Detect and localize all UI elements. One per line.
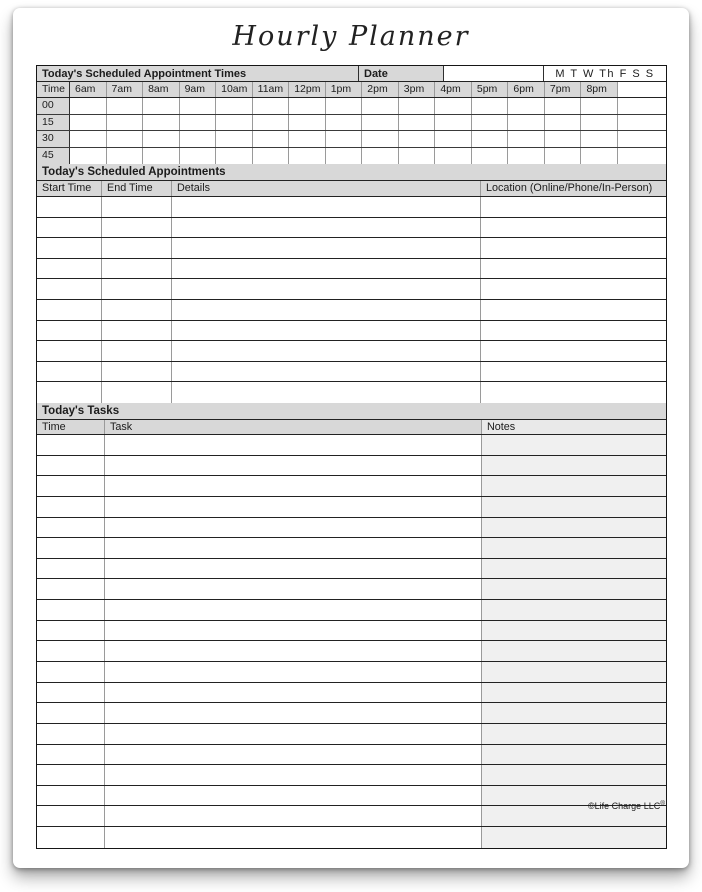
- time-slot-grid: [37, 98, 666, 164]
- task-time-cell: [37, 621, 105, 641]
- hour-header-12pm: 12pm: [289, 82, 326, 97]
- time-slot-cell: [70, 98, 107, 114]
- tasks-header-row: [37, 420, 666, 435]
- task-row: [37, 683, 666, 704]
- appointment-start-time-cell: [37, 197, 102, 217]
- minute-row-00: [37, 98, 666, 115]
- time-slot-cell: [545, 148, 582, 165]
- col-header-start-time: Start Time: [37, 181, 102, 196]
- task-description-cell: [105, 497, 482, 517]
- appointment-row: [37, 259, 666, 280]
- appointment-start-time-cell: [37, 362, 102, 382]
- time-slot-cell: [326, 115, 363, 131]
- appointment-row: [37, 321, 666, 342]
- task-description-cell: [105, 827, 482, 848]
- col-header-location: Location (Online/Phone/In-Person): [481, 181, 666, 196]
- task-time-cell: [37, 827, 105, 848]
- copyright-footer: [588, 800, 665, 811]
- time-slot-cell: [107, 115, 144, 131]
- appointment-location-cell: [481, 238, 666, 258]
- task-row: [37, 456, 666, 477]
- hour-header-2pm: 2pm: [362, 82, 399, 97]
- appointment-location-cell: [481, 197, 666, 217]
- time-slot-cell: [508, 148, 545, 165]
- time-slot-cell: [216, 131, 253, 147]
- task-time-cell: [37, 435, 105, 455]
- time-slot-cell: [472, 98, 509, 114]
- time-slot-cell: [180, 148, 217, 165]
- hour-header-11am: 11am: [253, 82, 290, 97]
- appointment-end-time-cell: [102, 259, 172, 279]
- time-slot-cell: [399, 98, 436, 114]
- task-notes-cell: [482, 703, 666, 723]
- minute-label-00: 00: [37, 98, 70, 114]
- hour-header-8am: 8am: [143, 82, 180, 97]
- appointment-end-time-cell: [102, 197, 172, 217]
- appointment-start-time-cell: [37, 218, 102, 238]
- task-row: [37, 559, 666, 580]
- time-slot-cell: [545, 131, 582, 147]
- appointment-location-cell: [481, 362, 666, 382]
- time-slot-cell: [326, 148, 363, 165]
- task-notes-cell: [482, 497, 666, 517]
- tasks-body: [37, 435, 666, 848]
- minute-row-45: [37, 148, 666, 165]
- registered-mark: ®: [660, 800, 665, 807]
- task-notes-cell: [482, 518, 666, 538]
- task-notes-cell: [482, 456, 666, 476]
- task-time-cell: [37, 724, 105, 744]
- tasks-section-bar: [37, 403, 666, 420]
- time-slot-cell: [289, 98, 326, 114]
- task-notes-cell: [482, 538, 666, 558]
- appointment-details-cell: [172, 362, 481, 382]
- task-description-cell: [105, 621, 482, 641]
- hour-header-row: [37, 82, 666, 98]
- minute-label-45: 45: [37, 148, 70, 165]
- appointment-end-time-cell: [102, 362, 172, 382]
- appointment-start-time-cell: [37, 259, 102, 279]
- appointment-details-cell: [172, 259, 481, 279]
- time-slot-cell: [472, 148, 509, 165]
- time-slot-cell: [581, 115, 618, 131]
- time-slot-cell: [326, 98, 363, 114]
- time-slot-cell: [581, 131, 618, 147]
- task-time-cell: [37, 518, 105, 538]
- task-row: [37, 435, 666, 456]
- time-slot-cell: [435, 98, 472, 114]
- appointment-start-time-cell: [37, 321, 102, 341]
- task-notes-cell: [482, 765, 666, 785]
- appointment-row: [37, 341, 666, 362]
- appointment-start-time-cell: [37, 238, 102, 258]
- task-time-cell: [37, 559, 105, 579]
- time-slot-cell: [70, 115, 107, 131]
- task-notes-cell: [482, 641, 666, 661]
- task-description-cell: [105, 600, 482, 620]
- appointment-start-time-cell: [37, 300, 102, 320]
- task-notes-cell: [482, 745, 666, 765]
- time-slot-cell: [508, 131, 545, 147]
- time-slot-cell: [362, 148, 399, 165]
- task-row: [37, 827, 666, 848]
- hour-header-trailing-blank: [618, 82, 666, 97]
- task-description-cell: [105, 724, 482, 744]
- hour-header-7am: 7am: [107, 82, 144, 97]
- appointment-end-time-cell: [102, 238, 172, 258]
- task-notes-cell: [482, 662, 666, 682]
- weekday-selector: M T W Th F S S: [555, 68, 655, 80]
- time-slot-cell: [545, 98, 582, 114]
- hour-header-3pm: 3pm: [399, 82, 436, 97]
- time-slot-cell-trailing: [618, 115, 666, 131]
- appointment-details-cell: [172, 300, 481, 320]
- hour-header-8pm: 8pm: [581, 82, 618, 97]
- minute-row-15: [37, 115, 666, 132]
- time-slot-cell: [143, 98, 180, 114]
- time-slot-cell: [216, 148, 253, 165]
- appointment-end-time-cell: [102, 321, 172, 341]
- time-slot-cell: [107, 98, 144, 114]
- task-row: [37, 806, 666, 827]
- appointment-location-cell: [481, 259, 666, 279]
- hour-header-5pm: 5pm: [472, 82, 509, 97]
- task-row: [37, 662, 666, 683]
- task-notes-cell: [482, 579, 666, 599]
- time-slot-cell: [180, 131, 217, 147]
- time-slot-cell: [107, 148, 144, 165]
- appointment-details-cell: [172, 197, 481, 217]
- copyright-text: ©Life Charge LLC: [588, 801, 661, 811]
- appointment-location-cell: [481, 321, 666, 341]
- time-slot-cell: [472, 115, 509, 131]
- time-slot-cell: [253, 98, 290, 114]
- time-slot-cell: [508, 115, 545, 131]
- time-slot-cell: [581, 98, 618, 114]
- appointment-location-cell: [481, 300, 666, 320]
- appointment-details-cell: [172, 218, 481, 238]
- time-slot-cell: [107, 131, 144, 147]
- time-slot-cell: [289, 115, 326, 131]
- appointment-row: [37, 197, 666, 218]
- hour-header-10am: 10am: [216, 82, 253, 97]
- appointments-body: [37, 197, 666, 403]
- task-notes-cell: [482, 600, 666, 620]
- col-header-task-time: Time: [37, 420, 105, 434]
- time-slot-cell: [143, 148, 180, 165]
- time-slot-cell: [253, 115, 290, 131]
- task-row: [37, 703, 666, 724]
- task-description-cell: [105, 683, 482, 703]
- time-slot-cell: [70, 148, 107, 165]
- task-time-cell: [37, 765, 105, 785]
- task-time-cell: [37, 497, 105, 517]
- task-time-cell: [37, 456, 105, 476]
- appointment-end-time-cell: [102, 300, 172, 320]
- col-header-notes: Notes: [482, 420, 666, 434]
- task-row: [37, 786, 666, 807]
- task-description-cell: [105, 745, 482, 765]
- time-slot-cell: [289, 148, 326, 165]
- time-slot-cell: [362, 131, 399, 147]
- appointment-details-cell: [172, 321, 481, 341]
- appointment-end-time-cell: [102, 218, 172, 238]
- appointment-end-time-cell: [102, 382, 172, 403]
- time-slot-cell-trailing: [618, 131, 666, 147]
- task-time-cell: [37, 476, 105, 496]
- time-slot-cell: [435, 131, 472, 147]
- task-notes-cell: [482, 476, 666, 496]
- hour-header-6pm: 6pm: [508, 82, 545, 97]
- task-row: [37, 745, 666, 766]
- appointment-times-header-row: [37, 66, 666, 82]
- col-header-end-time: End Time: [102, 181, 172, 196]
- hour-header-9am: 9am: [180, 82, 217, 97]
- task-time-cell: [37, 641, 105, 661]
- task-description-cell: [105, 765, 482, 785]
- appointment-row: [37, 382, 666, 403]
- date-value-field: [444, 66, 544, 81]
- task-time-cell: [37, 579, 105, 599]
- time-slot-cell: [399, 115, 436, 131]
- task-description-cell: [105, 559, 482, 579]
- time-slot-cell: [472, 131, 509, 147]
- appointment-location-cell: [481, 341, 666, 361]
- task-row: [37, 579, 666, 600]
- task-description-cell: [105, 538, 482, 558]
- appointment-location-cell: [481, 382, 666, 403]
- task-notes-cell: [482, 559, 666, 579]
- task-notes-cell: [482, 724, 666, 744]
- task-description-cell: [105, 703, 482, 723]
- appointment-end-time-cell: [102, 341, 172, 361]
- time-slot-cell: [362, 98, 399, 114]
- minute-label-15: 15: [37, 115, 70, 131]
- time-slot-cell: [289, 131, 326, 147]
- time-slot-cell: [216, 115, 253, 131]
- task-row: [37, 621, 666, 642]
- hour-header-6am: 6am: [70, 82, 107, 97]
- appointment-location-cell: [481, 279, 666, 299]
- appointment-row: [37, 218, 666, 239]
- time-slot-cell-trailing: [618, 98, 666, 114]
- time-slot-cell: [508, 98, 545, 114]
- hour-header-4pm: 4pm: [435, 82, 472, 97]
- task-row: [37, 497, 666, 518]
- page-title: Hourly Planner: [232, 21, 470, 52]
- task-description-cell: [105, 579, 482, 599]
- task-time-cell: [37, 538, 105, 558]
- appointment-start-time-cell: [37, 382, 102, 403]
- task-description-cell: [105, 806, 482, 826]
- task-row: [37, 476, 666, 497]
- appointment-start-time-cell: [37, 279, 102, 299]
- planner-table: [36, 65, 667, 849]
- task-description-cell: [105, 476, 482, 496]
- time-slot-cell: [581, 148, 618, 165]
- appointment-row: [37, 362, 666, 383]
- planner-page: [13, 8, 689, 868]
- time-column-header: Time: [37, 82, 70, 97]
- appointment-row: [37, 238, 666, 259]
- task-time-cell: [37, 600, 105, 620]
- time-slot-cell: [399, 148, 436, 165]
- time-slot-cell-trailing: [618, 148, 666, 165]
- appointment-row: [37, 279, 666, 300]
- task-time-cell: [37, 806, 105, 826]
- appointment-details-cell: [172, 238, 481, 258]
- minute-label-30: 30: [37, 131, 70, 147]
- task-description-cell: [105, 456, 482, 476]
- task-time-cell: [37, 745, 105, 765]
- task-time-cell: [37, 683, 105, 703]
- task-row: [37, 518, 666, 539]
- col-header-details: Details: [172, 181, 481, 196]
- appointment-row: [37, 300, 666, 321]
- task-description-cell: [105, 641, 482, 661]
- time-slot-cell: [180, 115, 217, 131]
- task-row: [37, 765, 666, 786]
- task-description-cell: [105, 435, 482, 455]
- hour-header-1pm: 1pm: [326, 82, 363, 97]
- task-row: [37, 724, 666, 745]
- appointment-details-cell: [172, 341, 481, 361]
- time-slot-cell: [253, 148, 290, 165]
- task-row: [37, 641, 666, 662]
- task-description-cell: [105, 786, 482, 806]
- time-slot-cell: [253, 131, 290, 147]
- minute-row-30: [37, 131, 666, 148]
- appointments-section-bar: [37, 164, 666, 181]
- task-notes-cell: [482, 435, 666, 455]
- task-description-cell: [105, 518, 482, 538]
- appointment-location-cell: [481, 218, 666, 238]
- task-description-cell: [105, 662, 482, 682]
- appointments-header-row: [37, 181, 666, 197]
- task-time-cell: [37, 786, 105, 806]
- appointment-end-time-cell: [102, 279, 172, 299]
- task-row: [37, 538, 666, 559]
- time-slot-cell: [435, 115, 472, 131]
- section-title-appointment-times: Today's Scheduled Appointment Times: [37, 66, 359, 81]
- date-label: Date: [359, 66, 444, 81]
- task-notes-cell: [482, 621, 666, 641]
- time-slot-cell: [362, 115, 399, 131]
- task-notes-cell: [482, 683, 666, 703]
- task-row: [37, 600, 666, 621]
- col-header-task: Task: [105, 420, 482, 434]
- time-slot-cell: [545, 115, 582, 131]
- time-slot-cell: [180, 98, 217, 114]
- appointment-start-time-cell: [37, 341, 102, 361]
- task-time-cell: [37, 662, 105, 682]
- task-notes-cell: [482, 827, 666, 848]
- time-slot-cell: [70, 131, 107, 147]
- time-slot-cell: [326, 131, 363, 147]
- task-time-cell: [37, 703, 105, 723]
- appointment-details-cell: [172, 279, 481, 299]
- appointment-details-cell: [172, 382, 481, 403]
- time-slot-cell: [216, 98, 253, 114]
- time-slot-cell: [435, 148, 472, 165]
- section-title-appointments: Today's Scheduled Appointments: [37, 164, 666, 180]
- time-slot-cell: [143, 131, 180, 147]
- time-slot-cell: [143, 115, 180, 131]
- section-title-tasks: Today's Tasks: [37, 403, 666, 419]
- hour-header-7pm: 7pm: [545, 82, 582, 97]
- time-slot-cell: [399, 131, 436, 147]
